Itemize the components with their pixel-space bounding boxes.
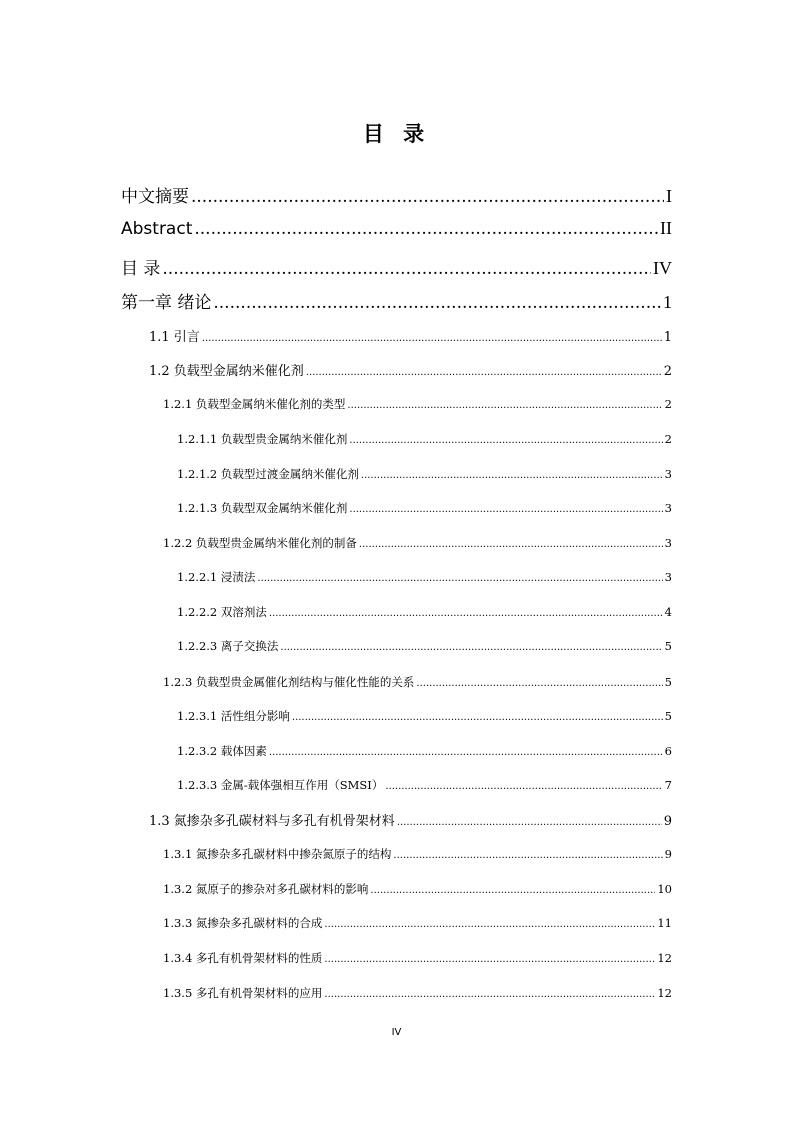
dot-leader: [349, 504, 662, 515]
toc-entry-label: 1.2.2 负载型贵金属纳米催化剂的制备: [163, 536, 357, 550]
dot-leader: [162, 259, 651, 279]
toc-entry-label: 1.1 引言: [149, 330, 200, 345]
toc-entry-1-2-3-3[interactable]: [177, 777, 672, 793]
toc-entry-page: 3: [664, 501, 672, 515]
toc-entry-1-3-3[interactable]: [163, 915, 672, 931]
toc-entry-1-3-2[interactable]: [163, 881, 672, 897]
toc-entry-1-2-2-1[interactable]: [177, 569, 672, 585]
page-number-footer: IV: [391, 1027, 402, 1038]
toc-entry-1-3[interactable]: [149, 810, 672, 829]
dot-leader: [213, 293, 661, 313]
toc-entry-page: 9: [664, 847, 672, 861]
toc-entry-page: 4: [664, 605, 672, 619]
toc-entry-1-3-5[interactable]: [163, 985, 672, 1001]
dot-leader: [257, 573, 662, 584]
toc-entry-page: 3: [664, 467, 672, 481]
toc-entry-label: Abstract: [121, 219, 193, 239]
dot-leader: [194, 219, 658, 239]
toc-entry-page: 5: [664, 675, 672, 689]
toc-entry-label: 1.2.3 负载型贵金属催化剂结构与催化性能的关系: [163, 675, 415, 689]
toc-entry-1-2-1-1[interactable]: [177, 431, 672, 447]
toc-entry-1-2-3-1[interactable]: [177, 708, 672, 724]
toc-entry-page: 12: [657, 951, 672, 965]
dot-leader: [397, 817, 662, 828]
dot-leader: [202, 333, 662, 344]
toc-entry-chapter-1[interactable]: [121, 288, 672, 313]
toc-entry-page: I: [666, 186, 672, 206]
dot-leader: [347, 400, 662, 411]
toc-entry-page: 2: [663, 364, 672, 379]
toc-entry-label: 1.2 负载型金属纳米催化剂: [149, 364, 304, 379]
dot-leader: [324, 989, 655, 1000]
page-title: 目 录: [362, 122, 431, 146]
toc-entry-page: 5: [664, 639, 672, 653]
dot-leader: [370, 885, 655, 896]
dot-leader: [269, 747, 663, 758]
toc-entry-label: 1.3.1 氮掺杂多孔碳材料中掺杂氮原子的结构: [163, 847, 392, 861]
toc-entry-page: 1: [663, 292, 672, 312]
toc-entry-page: 3: [664, 570, 672, 584]
toc-entry-1-2-2-3[interactable]: [177, 638, 672, 654]
dot-leader: [324, 954, 655, 965]
toc-entry-page: 11: [657, 916, 672, 930]
toc-entry-label: 1.3.3 氮掺杂多孔碳材料的合成: [163, 916, 323, 930]
dot-leader: [306, 367, 662, 378]
toc-entry-1-2-1[interactable]: [163, 396, 672, 412]
toc-entry-1-2-3[interactable]: [163, 674, 672, 690]
toc-entry-label: 1.2.2.2 双溶剂法: [177, 605, 267, 619]
toc-entry-page: 5: [664, 709, 672, 723]
toc-entry-label: 1.2.3.3 金属-载体强相互作用（SMSI）: [177, 778, 384, 792]
dot-leader: [361, 470, 663, 481]
toc-entry-1-2-2-2[interactable]: [177, 604, 672, 620]
toc-entry-page: 2: [664, 432, 672, 446]
toc-entry-abstract[interactable]: [121, 218, 672, 239]
dot-leader: [280, 642, 662, 653]
toc-entry-1-2-1-3[interactable]: [177, 500, 672, 516]
dot-leader: [385, 781, 662, 792]
toc-entry-chinese-abstract[interactable]: [121, 182, 672, 207]
toc-entry-label: 1.2.1.1 负载型贵金属纳米催化剂: [177, 432, 348, 446]
toc-entry-page: IV: [653, 258, 672, 278]
toc-entry-1-2-3-2[interactable]: [177, 743, 672, 759]
dot-leader: [324, 919, 655, 930]
toc-entry-1-1[interactable]: [149, 326, 672, 345]
dot-leader: [292, 712, 663, 723]
toc-entry-page: 1: [663, 330, 672, 345]
toc-entry-contents[interactable]: [121, 254, 672, 279]
toc-entry-page: 10: [657, 882, 672, 896]
toc-entry-page: 6: [664, 744, 672, 758]
dot-leader: [349, 435, 662, 446]
toc-entry-1-2[interactable]: [149, 360, 672, 379]
toc-entry-label: 1.2.1.3 负载型双金属纳米催化剂: [177, 501, 348, 515]
toc-entry-label: 1.3.5 多孔有机骨架材料的应用: [163, 986, 323, 1000]
toc-entry-page: 7: [664, 778, 672, 792]
toc-entry-1-2-1-2[interactable]: [177, 466, 672, 482]
toc-entry-label: 1.3.2 氮原子的掺杂对多孔碳材料的影响: [163, 882, 369, 896]
toc-entry-1-3-4[interactable]: [163, 950, 672, 966]
dot-leader: [191, 187, 664, 207]
toc-entry-label: 1.3.4 多孔有机骨架材料的性质: [163, 951, 323, 965]
toc-entry-label: 第一章 绪论: [121, 293, 212, 313]
toc-entry-page: 12: [657, 986, 672, 1000]
toc-entry-label: 中文摘要: [121, 187, 189, 207]
toc-entry-label: 1.3 氮掺杂多孔碳材料与多孔有机骨架材料: [149, 814, 395, 829]
toc-entry-label: 1.2.1.2 负载型过渡金属纳米催化剂: [177, 467, 359, 481]
toc-entry-page: II: [660, 218, 672, 238]
dot-leader: [393, 850, 662, 861]
toc-entry-label: 1.2.2.3 离子交换法: [177, 639, 279, 653]
toc-entry-label: 1.2.1 负载型金属纳米催化剂的类型: [163, 397, 346, 411]
toc-entry-1-3-1[interactable]: [163, 846, 672, 862]
dot-leader: [359, 539, 663, 550]
toc-entry-label: 目 录: [121, 259, 161, 279]
toc-entry-label: 1.2.3.1 活性组分影响: [177, 709, 290, 723]
toc-entry-label: 1.2.2.1 浸渍法: [177, 570, 256, 584]
toc-entry-page: 2: [664, 397, 672, 411]
toc-entry-1-2-2[interactable]: [163, 535, 672, 551]
toc-entry-label: 1.2.3.2 载体因素: [177, 744, 267, 758]
dot-leader: [269, 608, 663, 619]
toc-entry-page: 9: [663, 814, 672, 829]
dot-leader: [416, 678, 662, 689]
toc-entry-page: 3: [664, 536, 672, 550]
